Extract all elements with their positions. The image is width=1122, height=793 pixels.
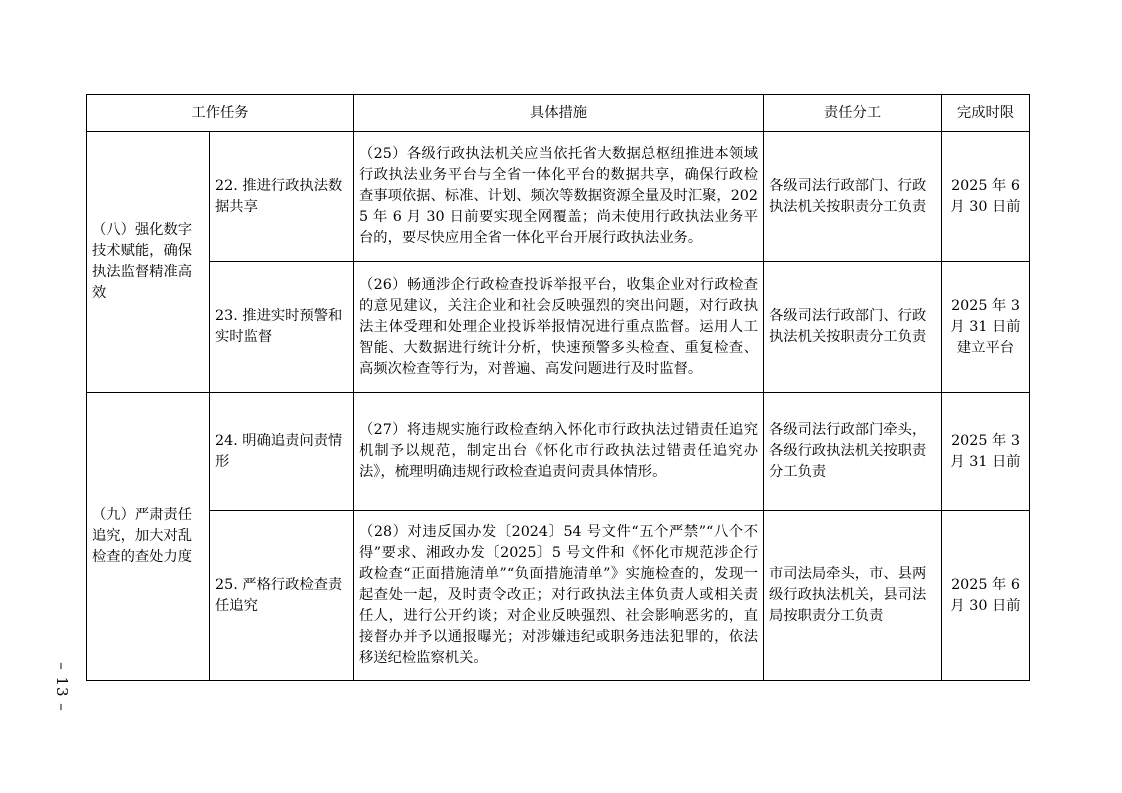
table-row bbox=[87, 393, 1030, 511]
table-row bbox=[87, 132, 1030, 262]
task-table bbox=[86, 94, 1030, 681]
deadline-cell: 2025 年 6 月 30 日前 bbox=[942, 132, 1030, 262]
deadline-cell: 2025 年 3 月 31 日前建立平台 bbox=[942, 262, 1030, 393]
subtask-cell: 24. 明确追责问责情形 bbox=[210, 393, 354, 511]
measure-cell: （25）各级行政执法机关应当依托省大数据总枢纽推进本领域行政执法业务平台与全省一体化平台的数据共享，确保行政检查事项依据、标准、计划、频次等数据资源全量及时汇聚，2025 年 6 月 30 日前要实现全网覆盖；尚未使用行政执法业务平台的，要尽快应用全省一体化平台开展行政执法业务。 bbox=[354, 132, 764, 262]
header-deadline: 完成时限 bbox=[942, 95, 1030, 132]
page-number bbox=[54, 656, 70, 718]
responsibility-cell: 各级司法行政部门、行政执法机关按职责分工负责 bbox=[764, 262, 942, 393]
measure-cell: （28）对违反国办发〔2024〕54 号文件“五个严禁”“八个不得”要求、湘政办发〔2025〕5 号文件和《怀化市规范涉企行政检查“正面措施清单”“负面措施清单”》实施检查的，发现一起查处一起，及时责令改正；对行政执法主体负责人或相关责任人，进行公开约谈；对企业反映强烈、社会影响恶劣的，直接督办并予以通报曝光；对涉嫌违纪或职务违法犯罪的，依法移送纪检监察机关。 bbox=[354, 511, 764, 681]
subtask-cell: 22. 推进行政执法数据共享 bbox=[210, 132, 354, 262]
responsibility-cell: 各级司法行政部门、行政执法机关按职责分工负责 bbox=[764, 132, 942, 262]
page-number-text: – 13 – bbox=[53, 662, 71, 712]
header-responsibility: 责任分工 bbox=[764, 95, 942, 132]
deadline-cell: 2025 年 3 月 31 日前 bbox=[942, 393, 1030, 511]
header-task: 工作任务 bbox=[87, 95, 354, 132]
table-header-row bbox=[87, 95, 1030, 132]
header-measures: 具体措施 bbox=[354, 95, 764, 132]
subtask-cell: 25. 严格行政检查责任追究 bbox=[210, 511, 354, 681]
category-cell: （九）严肃责任追究，加大对乱检查的查处力度 bbox=[87, 393, 210, 681]
subtask-cell: 23. 推进实时预警和实时监督 bbox=[210, 262, 354, 393]
responsibility-cell: 各级司法行政部门牵头，各级行政执法机关按职责分工负责 bbox=[764, 393, 942, 511]
measure-cell: （26）畅通涉企行政检查投诉举报平台，收集企业对行政检查的意见建议，关注企业和社会反映强烈的突出问题，对行政执法主体受理和处理企业投诉举报情况进行重点监督。运用人工智能、大数据进行统计分析，快速预警多头检查、重复检查、高频次检查等行为，对普遍、高发问题进行及时监督。 bbox=[354, 262, 764, 393]
category-cell: （八）强化数字技术赋能，确保执法监督精准高效 bbox=[87, 132, 210, 393]
deadline-cell: 2025 年 6 月 30 日前 bbox=[942, 511, 1030, 681]
responsibility-cell: 市司法局牵头，市、县两级行政执法机关，县司法局按职责分工负责 bbox=[764, 511, 942, 681]
table-row bbox=[87, 262, 1030, 393]
measure-cell: （27）将违规实施行政检查纳入怀化市行政执法过错责任追究机制予以规范，制定出台《怀化市行政执法过错责任追究办法》，梳理明确违规行政检查追责问责具体情形。 bbox=[354, 393, 764, 511]
table-row bbox=[87, 511, 1030, 681]
